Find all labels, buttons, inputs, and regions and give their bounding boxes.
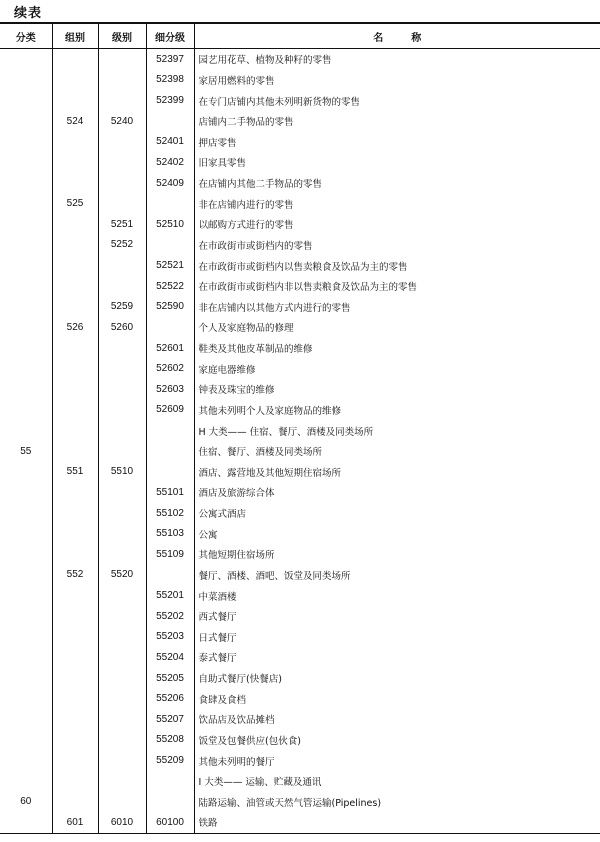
name-cell: 在市政街市或街档内非以售卖粮食及饮品为主的零售: [194, 276, 600, 297]
table-row: [0, 482, 600, 503]
table-row: [0, 647, 600, 668]
table-row: [0, 90, 600, 111]
table-row: [0, 709, 600, 730]
class-cell: [98, 730, 146, 751]
subclass-cell: 52602: [146, 358, 194, 379]
group-cell: [52, 173, 98, 194]
section-cell: [0, 152, 52, 173]
group-cell: [52, 668, 98, 689]
table-row: [0, 503, 600, 524]
section-cell: [0, 647, 52, 668]
name-cell: 其他未列明个人及家庭物品的维修: [194, 400, 600, 421]
table-row: [0, 585, 600, 606]
table-row: [0, 173, 600, 194]
subclass-cell: 52590: [146, 297, 194, 318]
subclass-cell: 52402: [146, 152, 194, 173]
subclass-cell: 55109: [146, 544, 194, 565]
section-cell: [0, 771, 52, 792]
group-cell: [52, 606, 98, 627]
section-cell: [0, 317, 52, 338]
table-row: [0, 214, 600, 235]
section-cell: [0, 338, 52, 359]
group-cell: [52, 420, 98, 441]
table-row: [0, 235, 600, 256]
name-cell: H 大类—— 住宿、餐厅、酒楼及同类场所: [194, 420, 600, 441]
class-cell: [98, 441, 146, 462]
name-cell: 钟表及珠宝的维修: [194, 379, 600, 400]
table-row: [0, 132, 600, 153]
section-cell: [0, 297, 52, 318]
class-cell: [98, 482, 146, 503]
name-cell: 旧家具零售: [194, 152, 600, 173]
table-row: [0, 338, 600, 359]
group-cell: [52, 255, 98, 276]
section-cell: [0, 544, 52, 565]
classification-table: [0, 22, 600, 834]
section-cell: [0, 379, 52, 400]
subclass-cell: 55102: [146, 503, 194, 524]
name-cell: 在市政街市或街档内的零售: [194, 235, 600, 256]
group-cell: [52, 771, 98, 792]
class-cell: [98, 90, 146, 111]
name-cell: 泰式餐厅: [194, 647, 600, 668]
class-cell: [98, 255, 146, 276]
header-class: 级别: [98, 23, 146, 49]
continued-table-label: 续表: [14, 6, 43, 21]
subclass-cell: [146, 420, 194, 441]
subclass-cell: 52401: [146, 132, 194, 153]
section-cell: [0, 173, 52, 194]
subclass-cell: 52609: [146, 400, 194, 421]
table-row: [0, 297, 600, 318]
section-cell: [0, 523, 52, 544]
name-cell: 公寓: [194, 523, 600, 544]
subclass-cell: [146, 235, 194, 256]
name-cell: 其他未列明的餐厅: [194, 750, 600, 771]
subclass-cell: 52409: [146, 173, 194, 194]
name-cell: 非在店铺内以其他方式内进行的零售: [194, 297, 600, 318]
table-row: [0, 750, 600, 771]
table-row: [0, 49, 600, 70]
class-cell: [98, 400, 146, 421]
name-cell: 铁路: [194, 812, 600, 833]
subclass-cell: 52601: [146, 338, 194, 359]
group-cell: 551: [52, 462, 98, 483]
subclass-cell: 55204: [146, 647, 194, 668]
group-cell: [52, 730, 98, 751]
subclass-cell: [146, 111, 194, 132]
name-cell: I 大类—— 运输、贮藏及通讯: [194, 771, 600, 792]
group-cell: [52, 750, 98, 771]
group-cell: [52, 400, 98, 421]
group-cell: [52, 503, 98, 524]
class-cell: [98, 606, 146, 627]
subclass-cell: [146, 441, 194, 462]
section-cell: [0, 812, 52, 833]
name-cell: 押店零售: [194, 132, 600, 153]
subclass-cell: 52603: [146, 379, 194, 400]
section-cell: 55: [20, 445, 32, 457]
subclass-cell: [146, 193, 194, 214]
class-cell: 5259: [98, 297, 146, 318]
class-cell: 5251: [98, 214, 146, 235]
table-row: [0, 792, 600, 813]
subclass-cell: 52522: [146, 276, 194, 297]
table-body: [0, 49, 600, 834]
table-row: [0, 730, 600, 751]
table-row: [0, 70, 600, 91]
section-cell: [0, 193, 52, 214]
section-cell: [0, 750, 52, 771]
name-cell: 在店铺内其他二手物品的零售: [194, 173, 600, 194]
class-cell: [98, 338, 146, 359]
name-cell: 酒店及旅游综合体: [194, 482, 600, 503]
class-cell: [98, 647, 146, 668]
table-row: [0, 379, 600, 400]
name-cell: 自助式餐厅(快餐店): [194, 668, 600, 689]
class-cell: [98, 379, 146, 400]
subclass-cell: 55205: [146, 668, 194, 689]
table-row: [0, 317, 600, 338]
table-row: [0, 565, 600, 586]
class-cell: [98, 750, 146, 771]
class-cell: [98, 49, 146, 70]
name-cell: 以邮购方式进行的零售: [194, 214, 600, 235]
subclass-cell: 52397: [146, 49, 194, 70]
section-cell: [0, 503, 52, 524]
group-cell: [52, 90, 98, 111]
section-cell: [0, 420, 52, 441]
name-cell: 店铺内二手物品的零售: [194, 111, 600, 132]
section-cell: [0, 565, 52, 586]
group-cell: 526: [52, 317, 98, 338]
section-cell: [0, 585, 52, 606]
name-cell: 陆路运输、油管或天然气管运输(Pipelines): [194, 792, 600, 813]
group-cell: [52, 276, 98, 297]
table-row: [0, 420, 600, 441]
subclass-cell: [146, 771, 194, 792]
name-cell: 住宿、餐厅、酒楼及同类场所: [194, 441, 600, 462]
name-cell: 园艺用花草、植物及种籽的零售: [194, 49, 600, 70]
name-cell: 鞋类及其他皮革制品的维修: [194, 338, 600, 359]
subclass-cell: 52521: [146, 255, 194, 276]
group-cell: 601: [52, 812, 98, 833]
name-cell: 公寓式酒店: [194, 503, 600, 524]
section-cell: [0, 358, 52, 379]
name-cell: 在市政街市或街档内以售卖粮食及饮品为主的零售: [194, 255, 600, 276]
name-cell: 家居用燃料的零售: [194, 70, 600, 91]
subclass-cell: 55201: [146, 585, 194, 606]
section-cell: [0, 482, 52, 503]
section-cell: [0, 235, 52, 256]
table-row: [0, 812, 600, 833]
class-cell: [98, 627, 146, 648]
group-cell: 524: [52, 111, 98, 132]
group-cell: [52, 585, 98, 606]
header-subclass: 细分级: [146, 23, 194, 49]
group-cell: [52, 132, 98, 153]
class-cell: [98, 173, 146, 194]
section-cell: [0, 668, 52, 689]
name-cell: 西式餐厅: [194, 606, 600, 627]
section-cell: [0, 730, 52, 751]
section-cell: [0, 688, 52, 709]
class-cell: [98, 420, 146, 441]
group-cell: 552: [52, 565, 98, 586]
section-cell: [0, 49, 52, 70]
class-cell: [98, 771, 146, 792]
name-cell: 其他短期住宿场所: [194, 544, 600, 565]
section-cell: [0, 111, 52, 132]
class-cell: [98, 503, 146, 524]
class-cell: [98, 358, 146, 379]
section-cell: [0, 70, 52, 91]
group-cell: [52, 297, 98, 318]
subclass-cell: 55103: [146, 523, 194, 544]
table-row: [0, 771, 600, 792]
group-cell: [52, 792, 98, 813]
name-cell: 家庭电器维修: [194, 358, 600, 379]
class-cell: 6010: [98, 812, 146, 833]
class-cell: [98, 132, 146, 153]
table-row: [0, 358, 600, 379]
class-cell: [98, 585, 146, 606]
table-row: [0, 544, 600, 565]
subclass-cell: 55202: [146, 606, 194, 627]
name-cell: 酒店、露营地及其他短期住宿场所: [194, 462, 600, 483]
class-cell: [98, 193, 146, 214]
group-cell: [52, 544, 98, 565]
group-cell: [52, 688, 98, 709]
name-cell: 中菜酒楼: [194, 585, 600, 606]
table-row: [0, 400, 600, 421]
class-cell: 5240: [98, 111, 146, 132]
table-row: [0, 688, 600, 709]
header-section: 分类: [0, 23, 52, 49]
table-row: [0, 255, 600, 276]
class-cell: [98, 709, 146, 730]
subclass-cell: 55203: [146, 627, 194, 648]
subclass-cell: 52510: [146, 214, 194, 235]
class-cell: 5252: [98, 235, 146, 256]
class-cell: [98, 523, 146, 544]
header-name: 名称: [194, 23, 600, 49]
table-row: [0, 276, 600, 297]
header-group: 组别: [52, 23, 98, 49]
subclass-cell: [146, 462, 194, 483]
class-cell: 5510: [98, 462, 146, 483]
group-cell: [52, 235, 98, 256]
table-row: [0, 193, 600, 214]
subclass-cell: 55101: [146, 482, 194, 503]
subclass-cell: 55206: [146, 688, 194, 709]
subclass-cell: [146, 317, 194, 338]
group-cell: [52, 49, 98, 70]
class-cell: [98, 668, 146, 689]
class-cell: [98, 544, 146, 565]
section-cell: [0, 627, 52, 648]
group-cell: [52, 709, 98, 730]
table-row: [0, 462, 600, 483]
class-cell: [98, 276, 146, 297]
subclass-cell: 52398: [146, 70, 194, 91]
subclass-cell: [146, 792, 194, 813]
subclass-cell: 55208: [146, 730, 194, 751]
group-cell: [52, 482, 98, 503]
table-header-row: [0, 23, 600, 49]
group-cell: [52, 627, 98, 648]
class-cell: [98, 792, 146, 813]
table-row: [0, 523, 600, 544]
name-cell: 饭堂及包餐供应(包伙食): [194, 730, 600, 751]
group-cell: [52, 441, 98, 462]
section-cell: [0, 606, 52, 627]
table-row: [0, 668, 600, 689]
table-row: [0, 152, 600, 173]
subclass-cell: 52399: [146, 90, 194, 111]
group-cell: [52, 338, 98, 359]
section-cell: 60: [20, 796, 32, 808]
subclass-cell: 55209: [146, 750, 194, 771]
name-cell: 餐厅、酒楼、酒吧、饭堂及同类场所: [194, 565, 600, 586]
group-cell: [52, 214, 98, 235]
group-cell: [52, 152, 98, 173]
section-cell: [0, 90, 52, 111]
name-cell: 食肆及食档: [194, 688, 600, 709]
group-cell: [52, 70, 98, 91]
table-row: [0, 606, 600, 627]
name-cell: 日式餐厅: [194, 627, 600, 648]
class-cell: [98, 70, 146, 91]
table-row: [0, 627, 600, 648]
name-cell: 饮品店及饮品摊档: [194, 709, 600, 730]
section-cell: [0, 276, 52, 297]
table-row: [0, 441, 600, 462]
class-cell: [98, 152, 146, 173]
group-cell: [52, 358, 98, 379]
group-cell: [52, 523, 98, 544]
group-cell: 525: [52, 193, 98, 214]
group-cell: [52, 647, 98, 668]
class-cell: [98, 688, 146, 709]
class-cell: 5260: [98, 317, 146, 338]
subclass-cell: 60100: [146, 812, 194, 833]
section-cell: [0, 132, 52, 153]
section-cell: [0, 400, 52, 421]
section-cell: [0, 214, 52, 235]
table-row: [0, 111, 600, 132]
subclass-cell: 55207: [146, 709, 194, 730]
subclass-cell: [146, 565, 194, 586]
class-cell: 5520: [98, 565, 146, 586]
name-cell: 在专门店铺内其他未列明新货物的零售: [194, 90, 600, 111]
section-cell: [0, 709, 52, 730]
section-cell: [0, 462, 52, 483]
name-cell: 个人及家庭物品的修理: [194, 317, 600, 338]
group-cell: [52, 379, 98, 400]
section-cell: [0, 255, 52, 276]
name-cell: 非在店铺内进行的零售: [194, 193, 600, 214]
